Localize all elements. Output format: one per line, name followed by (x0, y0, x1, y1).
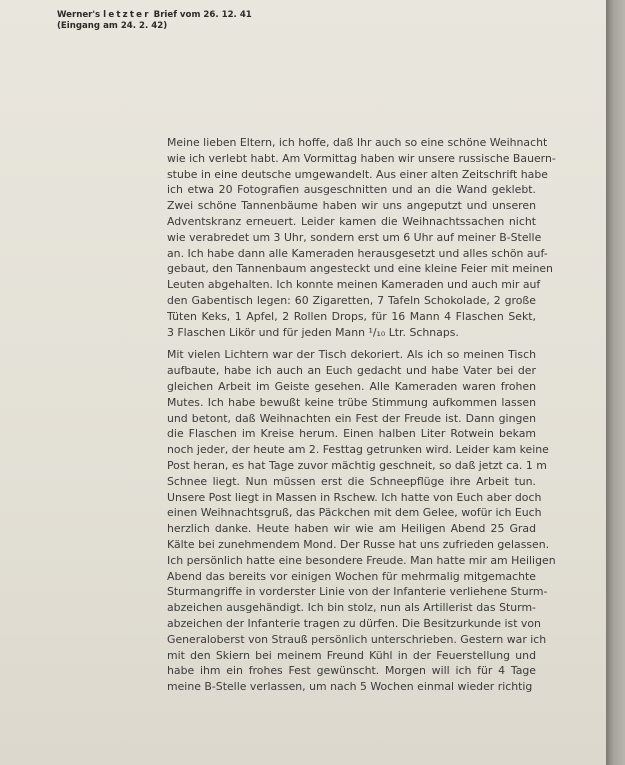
text-line: Ich persönlich hatte eine besondere Freude. Man hatte mir am Heiligen (167, 553, 556, 567)
page-edge-shadow (606, 0, 625, 765)
text-line: die Flaschen im Kreise herum. Einen halben Liter Rotwein bekam (167, 427, 536, 441)
text-line: wie verabredet um 3 Uhr, sondern erst um 6 Uhr auf meiner B-Stelle (167, 230, 542, 244)
letter-title (57, 10, 252, 21)
text-line: aufbaute, habe ich auch an Euch gedacht und habe Vater bei der (167, 364, 536, 378)
text-line: Zwei schöne Tannenbäume haben wir uns angeputzt und unseren (167, 199, 536, 213)
text-line: Meine lieben Eltern, ich hoffe, daß Ihr auch so eine schöne Weihnacht (167, 136, 548, 149)
text-line: habe ihm ein frohes Fest gewünscht. Morgen will ich für 4 Tage (167, 664, 536, 678)
text-line: Post heran, es hat Tage zuvor mächtig geschneit, so daß jetzt ca. 1 m (167, 458, 547, 472)
text-line: Leuten abgehalten. Ich konnte meinen Kameraden und auch mir auf (167, 278, 541, 292)
text-line: Sturmangriffe in vorderster Linie von der Infanterie verliehene Sturm- (167, 585, 548, 599)
text-line: gebaut, den Tannenbaum angesteckt und eine kleine Feier mit meinen (167, 262, 553, 276)
letter-header (57, 10, 252, 32)
letter-body (167, 135, 556, 695)
text-line: mit den Skiern bei meinem Freund Kühl in der Feuerstellung und (167, 648, 536, 662)
text-line: noch jeder, der heute am 2. Festtag getrunken wird. Leider kam keine (167, 443, 549, 457)
text-line: herzlich danke. Heute haben wir wie am Heiligen Abend 25 Grad (167, 522, 536, 536)
text-line: stube in eine deutsche umgewandelt. Aus einer alten Zeitschrift habe (167, 167, 548, 181)
text-line: Kälte bei zunehmendem Mond. Der Russe hat uns zufrieden gelassen. (167, 537, 550, 551)
text-line: Abend das bereits vor einigen Wochen für mehrmalig mitgemachte (167, 569, 536, 583)
text-line: einen Weihnachtsgruß, das Päckchen mit dem Gelee, wofür ich Euch (167, 506, 542, 520)
text-line: Mit vielen Lichtern war der Tisch dekoriert. Als ich so meinen Tisch (167, 348, 536, 362)
paragraph-2 (167, 347, 556, 695)
text-line: meine B-Stelle verlassen, um nach 5 Wochen einmal wieder richtig (167, 680, 533, 694)
paragraph-1 (167, 135, 556, 340)
text-line: abzeichen der Infanterie tragen zu dürfen. Die Besitzurkunde ist von (167, 616, 541, 630)
text-line: gleichen Arbeit im Geiste gesehen. Alle Kameraden waren frohen (167, 379, 536, 393)
letter-receipt-date: (Eingang am 24. 2. 42) (57, 21, 168, 31)
text-line: ich etwa 20 Fotografien ausgeschnitten und an die Wand geklebt. (167, 183, 536, 197)
text-line: und betont, daß Weihnachten ein Fest der Freude ist. Dann gingen (167, 411, 536, 425)
text-line: wie ich verlebt habt. Am Vormittag haben wir unsere russische Bauern- (167, 151, 556, 165)
text-line: Schnee liegt. Nun müssen erst die Schneepflüge ihre Arbeit tun. (167, 474, 536, 488)
text-line: Generaloberst von Strauß persönlich unterschrieben. Gestern war ich (167, 632, 547, 646)
text-line: abzeichen ausgehändigt. Ich bin stolz, nun als Artillerist das Sturm- (167, 601, 536, 615)
text-line: Mutes. Ich habe bewußt keine trübe Stimmung aufkommen lassen (167, 395, 536, 409)
letter-title-spaced: letzter (103, 10, 151, 20)
text-line: Adventskranz erneuert. Leider kamen die Weihnachtssachen nicht (167, 214, 536, 228)
letter-title-date: Brief vom 26. 12. 41 (153, 10, 252, 20)
text-line: Tüten Keks, 1 Apfel, 2 Rollen Drops, für 16 Mann 4 Flaschen Sekt, (167, 309, 536, 323)
text-line: Unsere Post liegt in Massen in Rschew. Ich hatte von Euch aber doch (167, 490, 542, 504)
letter-author: Werner's (57, 10, 101, 20)
text-line: an. Ich habe dann alle Kameraden herausgesetzt und alles schön auf- (167, 246, 548, 260)
text-line: 3 Flaschen Likör und für jeden Mann ¹/₁₀ Ltr. Schnaps. (167, 325, 459, 339)
text-line: den Gabentisch legen: 60 Zigaretten, 7 Tafeln Schokolade, 2 große (167, 293, 536, 307)
